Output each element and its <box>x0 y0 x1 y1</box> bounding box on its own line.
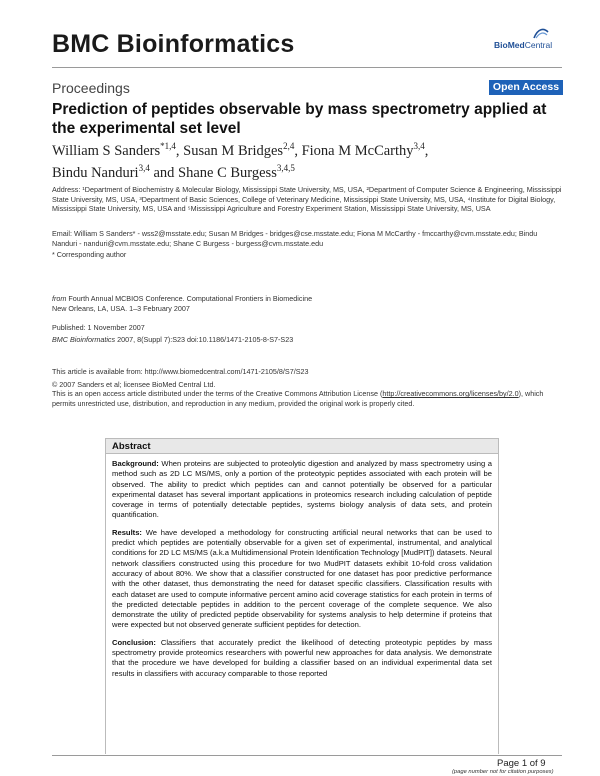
author-separator: , <box>294 142 302 159</box>
footer-rule <box>52 755 562 756</box>
page-number: Page 1 of 9 <box>497 758 546 769</box>
copyright: © 2007 Sanders et al; licensee BioMed Central Ltd. <box>52 380 216 389</box>
published-date: Published: 1 November 2007 <box>52 323 145 332</box>
author-separator: , <box>175 142 184 159</box>
author-name: Shane C Burgess <box>178 165 277 182</box>
author-affiliation: 3,4,5 <box>276 163 295 174</box>
license-text <box>52 389 562 408</box>
conclusion-label: Conclusion: <box>112 637 156 647</box>
conclusion-text: Classifiers that accurately predict the likelihood of detecting proteotypic peptides by mass spectrometry provide proteomics researchers with powerful new approaches for data analysis. We demonstrate that the procedure we have developed for building a classifier based on an individual experimental data set results in classifiers with accuracy comparable to those reported <box>112 637 492 678</box>
corresponding-author-note: * Corresponding author <box>52 250 127 259</box>
license-pre: This is an open access article distributed under the terms of the Creative Commons Attribution License ( <box>52 389 383 398</box>
license-link[interactable]: http://creativecommons.org/licenses/by/2.0 <box>382 389 519 398</box>
abstract-results <box>112 528 492 631</box>
author-affiliation: 2,4 <box>283 141 295 151</box>
abstract-background <box>112 459 492 521</box>
citation-details: 2007, 8(Suppl 7):S23 doi:10.1186/1471-2105-8-S7-S23 <box>115 335 294 344</box>
background-text: When proteins are subjected to proteolytic digestion and analyzed by mass spectrometry using a method such as 2D LC MS/MS, only a portion of the proteotypic peptides associated with each protein will be observed. The ability to predict which peptides can and cannot potentially be observed for a particular experimental dataset has several important applications in proteomics research including calculation of peptide coverage in terms of potentially detectable peptides, systems biology analysis of data sets, and protein quantification. <box>112 459 492 520</box>
from-label: from <box>52 294 67 303</box>
page-note: (page number not for citation purposes) <box>452 769 554 775</box>
open-access-badge: Open Access <box>489 80 563 95</box>
logo-swirl-icon <box>532 26 550 40</box>
citation-journal: BMC Bioinformatics <box>52 335 116 344</box>
logo-text <box>494 40 552 50</box>
article-title: Prediction of peptides observable by mass spectrometry applied at the experimental set level <box>52 101 547 137</box>
results-label: Results: <box>112 527 142 537</box>
author-name: Bindu Nanduri <box>52 165 139 182</box>
conference-location: New Orleans, LA, USA. 1–3 February 2007 <box>52 303 190 313</box>
results-text: We have developed a methodology for constructing artificial neural networks that can be used to predict which peptides are potentially observable for a given set of experimental, instrumental, and analytical conditions for 2D LC MS/MS (a.k.a Multidimensional Protein Identification Technology [MudPIT]) datasets. Neural network classifiers constructed using this procedure for two MudPIT datasets exhibit 10-fold cross validation accuracy of about 80%. We show that a classifier constructed for one dataset has poor predictive performance with the other dataset, thus demonstrating the need for dataset specific classifiers. Classification results with each dataset are used to compute informative percent amino acid coverage statistics for each protein in terms of the predicted detectable peptides in addition to the percent coverage of the complete sequence. We also demonstrate the utility of predicted peptide observability for systems analysis to help determine if proteins that were expected but not observed generate sufficient peptides for detection. <box>112 527 492 630</box>
author-name: Susan M Bridges <box>183 142 284 159</box>
abstract-heading: Abstract <box>106 439 498 454</box>
abstract-box <box>105 438 499 754</box>
author-affiliation: 3,4 <box>413 141 425 151</box>
section-type: Proceedings <box>52 80 130 96</box>
author-separator: and <box>149 165 179 182</box>
logo-central: Central <box>524 40 553 50</box>
journal-name: BMC Bioinformatics <box>52 30 295 58</box>
license-post: ), which permits unrestricted use, distribution, and reproduction in any medium, provided the original work is properly cited. <box>52 389 544 408</box>
conference-name: Fourth Annual MCBIOS Conference. Computational Frontiers in Biomedicine <box>68 294 313 303</box>
abstract-conclusion <box>112 638 492 679</box>
author-list <box>52 138 562 183</box>
author-affiliation: 3,4 <box>138 163 150 174</box>
author-emails: Email: William S Sanders* - wss2@msstate.edu; Susan M Bridges - bridges@cse.msstate.edu; Fiona M McCarthy - fmccarthy@cvm.msstate.edu; Bindu Nanduri - nanduri@cvm.msstate.edu; Shane C Burgess - burgess@cvm.msstate.edu <box>52 229 538 248</box>
author-address: Address: ¹Department of Biochemistry & Molecular Biology, Mississippi State University, MS, USA, ²Department of Computer Science & Engineering, Mississippi State University, MS, USA, ³Department of Basic Sciences, College of Veterinary Medicine, Mississippi State University, MS, USA, ⁴Institute for Digital Biology, Mississippi State University, MS, USA and ⁵Mississippi Agriculture and Forestry Experiment Station, Mississippi State University, MS, USA <box>52 185 562 214</box>
author-name: William S Sanders <box>52 142 161 159</box>
citation <box>52 335 293 345</box>
logo-bio: BioMed <box>494 40 525 50</box>
background-label: Background: <box>112 459 159 468</box>
author-name: Fiona M McCarthy <box>301 142 414 159</box>
conference-info <box>52 294 562 313</box>
biomed-central-logo <box>494 26 564 54</box>
abstract-body <box>112 459 492 686</box>
author-separator: , <box>424 142 429 159</box>
author-affiliation: *1,4 <box>160 141 176 151</box>
header-rule <box>52 67 562 68</box>
article-url: This article is available from: http://www.biomedcentral.com/1471-2105/8/S7/S23 <box>52 367 309 376</box>
